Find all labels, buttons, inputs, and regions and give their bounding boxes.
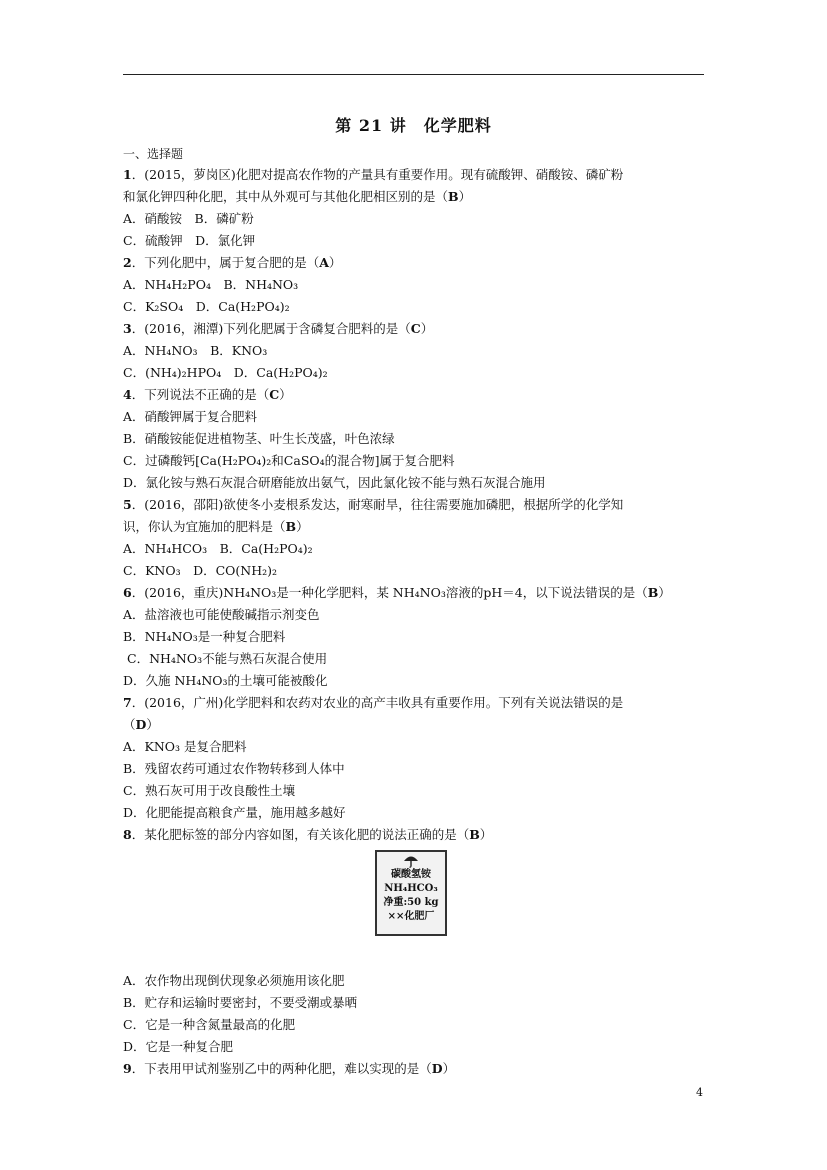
label-name: 碳酸氢铵 xyxy=(391,869,431,880)
option-row: C．KNO₃ D．CO(NH₂)₂ xyxy=(123,563,278,578)
option-row: A．NH₄HCO₃ B．Ca(H₂PO₄)₂ xyxy=(123,541,313,556)
question-number: 9 xyxy=(123,1061,132,1076)
question-number: 6 xyxy=(123,585,132,600)
umbrella-icon xyxy=(403,854,419,868)
answer: A xyxy=(319,255,329,270)
option-row: A．NH₄H₂PO₄ B．NH₄NO₃ xyxy=(123,277,299,292)
option-row: A．农作物出现倒伏现象必须施用该化肥 xyxy=(123,973,345,988)
option-row: C．它是一种含氮量最高的化肥 xyxy=(123,1017,296,1032)
section-heading: 一、选择题 xyxy=(123,147,184,161)
question-1: 1．(2015，萝岗区)化肥对提高农作物的产量具有重要作用。现有硫酸钾、硝酸铵、磷矿粉 和氯化钾四种化肥，其中从外观可与其他化肥相区别的是（B） A．硝酸铵 B．磷矿粉 C．硫酸钾 D．氯化钾 xyxy=(123,164,708,252)
option-row: B．贮存和运输时要密封，不要受潮或暴晒 xyxy=(123,995,358,1010)
option-row: B．残留农药可通过农作物转移到人体中 xyxy=(123,761,345,776)
question-number: 5 xyxy=(123,497,132,512)
option-row: A．盐溶液也可能使酸碱指示剂变色 xyxy=(123,607,320,622)
option-row: D．它是一种复合肥 xyxy=(123,1039,234,1054)
option-row: C．过磷酸钙[Ca(H₂PO₄)₂和CaSO₄的混合物]属于复合肥料 xyxy=(123,453,455,468)
option-row: A．NH₄NO₃ B．KNO₃ xyxy=(123,343,268,358)
fertilizer-label-figure xyxy=(123,850,708,962)
answer: D xyxy=(431,1061,443,1076)
option-row: C．(NH₄)₂HPO₄ D．Ca(H₂PO₄)₂ xyxy=(123,365,328,380)
label-weight: 净重:50 kg xyxy=(383,897,439,908)
question-number: 1 xyxy=(123,167,132,182)
question-4: 4．下列说法不正确的是（C） A．硝酸钾属于复合肥料 B．硝酸铵能促进植物茎、叶生长茂盛，叶色浓绿 C．过磷酸钙[Ca(H₂PO₄)₂和CaSO₄的混合物]属于复合肥料 D．氯化铵与熟石灰混合研磨能放出氨气，因此氯化铵不能与熟石灰混合施用 xyxy=(123,384,708,494)
answer: D xyxy=(135,717,147,732)
question-5: 5．(2016，邵阳)欲使冬小麦根系发达，耐寒耐旱，往往需要施加磷肥，根据所学的化学知 识，你认为宜施加的肥料是（B） A．NH₄HCO₃ B．Ca(H₂PO₄)₂ C．KNO₃ D．CO(NH₂)₂ xyxy=(123,494,708,582)
option-row: D．化肥能提高粮食产量，施用越多越好 xyxy=(123,805,346,820)
answer: B xyxy=(469,827,480,842)
answer: C xyxy=(410,321,421,336)
answer: C xyxy=(269,387,280,402)
question-9: 9．下表用甲试剂鉴别乙中的两种化肥，难以实现的是（D） xyxy=(123,1061,456,1076)
page-number: 4 xyxy=(696,1086,703,1099)
question-number: 7 xyxy=(123,695,132,710)
question-number: 2 xyxy=(123,255,132,270)
option-row: A．KNO₃ 是复合肥料 xyxy=(123,739,247,754)
option-row: A．硝酸钾属于复合肥料 xyxy=(123,409,258,424)
option-row: A．硝酸铵 B．磷矿粉 xyxy=(123,211,254,226)
option-row: D．氯化铵与熟石灰混合研磨能放出氨气，因此氯化铵不能与熟石灰混合施用 xyxy=(123,475,546,490)
question-6: 6．(2016，重庆)NH₄NO₃是一种化学肥料，某 NH₄NO₃溶液的pH＝4，以下说法错误的是（B） A．盐溶液也可能使酸碱指示剂变色 B．NH₄NO₃是一种复合肥料 C．NH₄NO₃不能与熟石灰混合使用 D．久施 NH₄NO₃的土壤可能被酸化 xyxy=(123,582,708,692)
option-row: B．硝酸铵能促进植物茎、叶生长茂盛，叶色浓绿 xyxy=(123,431,395,446)
document-body xyxy=(123,144,708,1080)
answer: B xyxy=(647,585,659,600)
header-rule xyxy=(123,74,704,75)
option-row: C．K₂SO₄ D．Ca(H₂PO₄)₂ xyxy=(123,299,290,314)
option-row: C．熟石灰可用于改良酸性土壤 xyxy=(123,783,296,798)
label-formula: NH₄HCO₃ xyxy=(384,883,438,894)
option-row: C．硫酸钾 D．氯化钾 xyxy=(123,233,256,248)
page-title: 第 21 讲 化学肥料 xyxy=(335,116,492,135)
question-number: 4 xyxy=(123,387,132,402)
answer: B xyxy=(448,189,459,204)
question-number: 3 xyxy=(123,321,132,336)
option-row: D．久施 NH₄NO₃的土壤可能被酸化 xyxy=(123,673,328,688)
option-row: B．NH₄NO₃是一种复合肥料 xyxy=(123,629,286,644)
question-7: 7．(2016，广州)化学肥料和农药对农业的高产丰收具有重要作用。下列有关说法错误的是 （D） A．KNO₃ 是复合肥料 B．残留农药可通过农作物转移到人体中 C．熟石灰可用于改良酸性土壤 D．化肥能提高粮食产量，施用越多越好 xyxy=(123,692,708,824)
question-number: 8 xyxy=(123,827,132,842)
fertilizer-label xyxy=(375,850,447,936)
option-row: C．NH₄NO₃不能与熟石灰混合使用 xyxy=(127,651,328,666)
question-8: 8．某化肥标签的部分内容如图，有关该化肥的说法正确的是（B） 碳酸氢铵 NH₄HCO₃ 净重:50 kg ××化肥厂 A．农作物出现倒伏现象必须施用该化肥 B．贮存和运输时要密封，不要受潮或暴晒 C．它是一种含氮量最高的化肥 D．它是一种复合肥 xyxy=(123,824,708,1058)
answer: B xyxy=(285,519,297,534)
question-3: 3．(2016，湘潭)下列化肥属于含磷复合肥料的是（C） A．NH₄NO₃ B．KNO₃ C．(NH₄)₂HPO₄ D．Ca(H₂PO₄)₂ xyxy=(123,318,708,384)
label-maker: ××化肥厂 xyxy=(387,911,435,922)
question-2: 2．下列化肥中，属于复合肥的是（A） A．NH₄H₂PO₄ B．NH₄NO₃ C．K₂SO₄ D．Ca(H₂PO₄)₂ xyxy=(123,252,708,318)
